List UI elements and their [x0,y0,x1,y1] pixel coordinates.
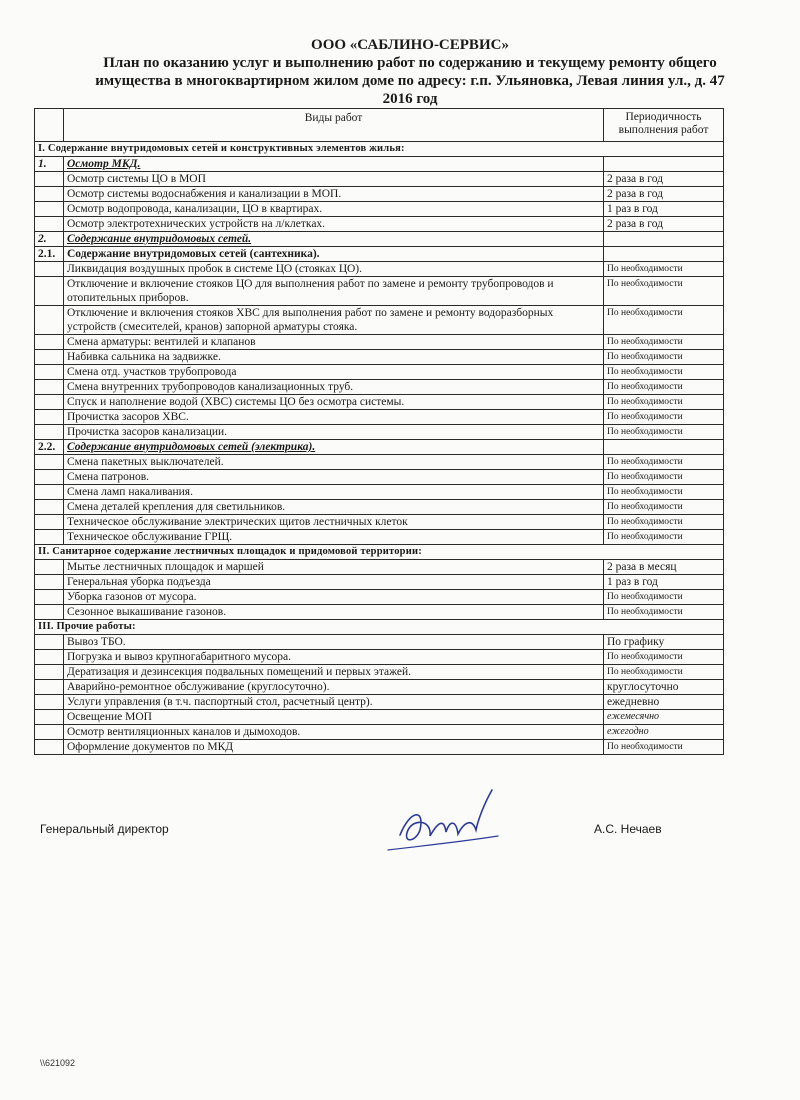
work-frequency: По необходимости [604,425,724,440]
work-frequency: По необходимости [604,395,724,410]
section-row [35,620,724,635]
work-description: Содержание внутридомовых сетей. [64,232,604,247]
row-number [35,455,64,470]
row-number: 1. [35,157,64,172]
row-number [35,217,64,232]
work-description: Прочистка засоров ХВС. [64,410,604,425]
work-frequency: По необходимости [604,665,724,680]
work-frequency: По необходимости [604,455,724,470]
row-number [35,635,64,650]
row-number [35,335,64,350]
table-row [35,650,724,665]
table-row [35,262,724,277]
work-description: Сезонное выкашивание газонов. [64,605,604,620]
work-frequency: ежемесячно [604,710,724,725]
work-description: Смена арматуры: вентилей и клапанов [64,335,604,350]
work-frequency: По необходимости [604,350,724,365]
document-id: \\621092 [40,1058,76,1068]
work-description: Техническое обслуживание электрических щитов лестничных клеток [64,515,604,530]
table-row [35,187,724,202]
row-number [35,425,64,440]
table-row [35,455,724,470]
section-title: III. Прочие работы: [35,620,724,635]
table-row [35,350,724,365]
table-row [35,380,724,395]
row-number [35,560,64,575]
work-frequency: 2 раза в год [604,187,724,202]
table-row [35,680,724,695]
work-description: Техническое обслуживание ГРЩ. [64,530,604,545]
work-frequency: 1 раз в год [604,202,724,217]
row-number [35,380,64,395]
table-row [35,306,724,335]
section-title: II. Санитарное содержание лестничных площадок и придомовой территории: [35,545,724,560]
work-frequency: По необходимости [604,262,724,277]
work-description: Уборка газонов от мусора. [64,590,604,605]
work-frequency: По необходимости [604,650,724,665]
director-title: Генеральный директор [40,822,169,836]
plan-title-line2: имущества в многоквартирном жилом доме по адресу: г.п. Ульяновка, Левая линия ул., д. 47 [95,73,725,89]
table-row [35,202,724,217]
table-row [35,217,724,232]
works-table [34,108,724,755]
work-description: Смена патронов. [64,470,604,485]
work-frequency: По необходимости [604,515,724,530]
work-description: Осмотр системы ЦО в МОП [64,172,604,187]
plan-title-line1: План по оказанию услуг и выполнению работ по содержанию и текущему ремонту общего [103,55,717,71]
table-row [35,710,724,725]
work-frequency: По графику [604,635,724,650]
work-frequency: По необходимости [604,410,724,425]
work-frequency: По необходимости [604,365,724,380]
work-description: Спуск и наполнение водой (ХВС) системы ЦО без осмотра системы. [64,395,604,410]
row-number: 2.2. [35,440,64,455]
row-number [35,680,64,695]
row-number [35,277,64,306]
row-number [35,172,64,187]
row-number [35,365,64,380]
row-number [35,262,64,277]
work-description: Набивка сальника на задвижке. [64,350,604,365]
work-description: Осмотр водопровода, канализации, ЦО в квартирах. [64,202,604,217]
table-row [35,365,724,380]
row-number [35,710,64,725]
work-description: Аварийно-ремонтное обслуживание (круглосуточно). [64,680,604,695]
section-row [35,142,724,157]
work-description: Оформление документов по МКД [64,740,604,755]
subsection-row [35,247,724,262]
work-description: Осмотр системы водоснабжения и канализации в МОП. [64,187,604,202]
work-frequency: По необходимости [604,530,724,545]
work-frequency: По необходимости [604,590,724,605]
signature-image [380,780,510,860]
work-frequency [604,247,724,262]
work-frequency [604,232,724,247]
work-frequency [604,440,724,455]
table-body [35,142,724,755]
table-row [35,560,724,575]
row-number [35,470,64,485]
work-description: Услуги управления (в т.ч. паспортный стол, расчетный центр). [64,695,604,710]
work-description: Содержание внутридомовых сетей (сантехника). [64,247,604,262]
table-row [35,605,724,620]
row-number: 2. [35,232,64,247]
row-number [35,590,64,605]
work-description: Погрузка и вывоз крупногабаритного мусора. [64,650,604,665]
work-description: Смена деталей крепления для светильников. [64,500,604,515]
work-description: Осмотр электротехнических устройств на л/клетках. [64,217,604,232]
work-description: Мытье лестничных площадок и маршей [64,560,604,575]
work-description: Содержание внутридомовых сетей (электрика). [64,440,604,455]
row-number [35,500,64,515]
row-number [35,410,64,425]
table-row [35,575,724,590]
table-row [35,425,724,440]
work-description: Генеральная уборка подъезда [64,575,604,590]
work-frequency: 2 раза в месяц [604,560,724,575]
table-row [35,335,724,350]
work-description: Освещение МОП [64,710,604,725]
work-frequency: По необходимости [604,500,724,515]
row-number [35,605,64,620]
work-frequency: По необходимости [604,306,724,335]
row-number [35,695,64,710]
work-frequency: По необходимости [604,470,724,485]
section-row [35,545,724,560]
col-header-frequency: Периодичность выполнения работ [604,109,724,142]
subsection-row [35,157,724,172]
work-description: Отключение и включение стояков ЦО для выполнения работ по замене и ремонту трубопроводов и отопительных приборов. [64,277,604,306]
table-row [35,172,724,187]
work-description: Отключение и включения стояков ХВС для выполнения работ по замене и ремонту водоразборных устройств (смесителей, кранов) запорной арматуры стояка. [64,306,604,335]
work-frequency: ежегодно [604,725,724,740]
subsection-row [35,232,724,247]
work-description: Вывоз ТБО. [64,635,604,650]
work-description: Смена внутренних трубопроводов канализационных труб. [64,380,604,395]
table-row [35,530,724,545]
work-frequency: По необходимости [604,277,724,306]
section-title: I. Содержание внутридомовых сетей и конструктивных элементов жилья: [35,142,724,157]
table-row [35,515,724,530]
row-number [35,350,64,365]
work-description: Осмотр МКД. [64,157,604,172]
work-description: Смена ламп накаливания. [64,485,604,500]
work-frequency [604,157,724,172]
table-row [35,485,724,500]
table-row [35,590,724,605]
work-frequency: По необходимости [604,380,724,395]
work-frequency: круглосуточно [604,680,724,695]
work-description: Прочистка засоров канализации. [64,425,604,440]
work-frequency: По необходимости [604,335,724,350]
row-number [35,515,64,530]
row-number [35,575,64,590]
table-row [35,470,724,485]
table-header-row [35,109,724,142]
work-frequency: 2 раза в год [604,217,724,232]
work-description: Ликвидация воздушных пробок в системе ЦО (стояках ЦО). [64,262,604,277]
work-frequency: По необходимости [604,740,724,755]
row-number [35,530,64,545]
table-row [35,395,724,410]
director-name: А.С. Нечаев [594,822,662,836]
subsection-row [35,440,724,455]
table-row [35,635,724,650]
work-description: Осмотр вентиляционных каналов и дымоходов. [64,725,604,740]
col-header-num [35,109,64,142]
work-description: Смена отд. участков трубопровода [64,365,604,380]
table-row [35,725,724,740]
table-row [35,500,724,515]
work-description: Смена пакетных выключателей. [64,455,604,470]
plan-year: 2016 год [382,91,438,107]
row-number [35,395,64,410]
table-row [35,410,724,425]
row-number [35,485,64,500]
table-row [35,740,724,755]
work-frequency: ежедневно [604,695,724,710]
work-frequency: По необходимости [604,485,724,500]
row-number [35,202,64,217]
work-frequency: 2 раза в год [604,172,724,187]
row-number: 2.1. [35,247,64,262]
row-number [35,665,64,680]
work-frequency: 1 раз в год [604,575,724,590]
row-number [35,740,64,755]
table-row [35,665,724,680]
row-number [35,650,64,665]
work-description: Дератизация и дезинсекция подвальных помещений и первых этажей. [64,665,604,680]
table-row [35,695,724,710]
work-frequency: По необходимости [604,605,724,620]
row-number [35,725,64,740]
row-number [35,306,64,335]
document-header [40,36,780,108]
col-header-work: Виды работ [64,109,604,142]
table-row [35,277,724,306]
row-number [35,187,64,202]
company-name: ООО «САБЛИНО-СЕРВИС» [311,37,509,53]
